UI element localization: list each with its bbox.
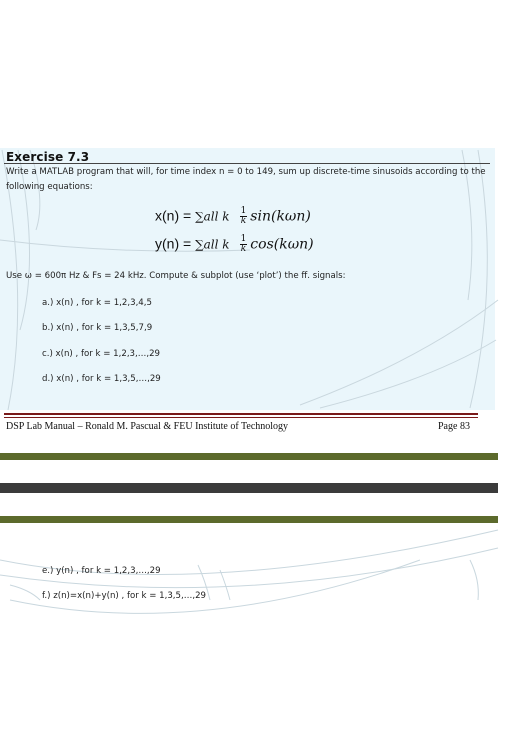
- equation-fraction: [240, 235, 248, 254]
- exercise-intro-text: Write a MATLAB program that will, for time index n = 0 to 149, sum up discrete-time sinusoids according to the following equations:: [6, 167, 486, 192]
- equation-x: [155, 207, 311, 226]
- footer-divider: [4, 413, 478, 415]
- exercise-title: Exercise 7.3: [6, 150, 90, 164]
- equation-function: cos(kωn): [250, 236, 314, 253]
- page-break-band-green: [0, 453, 498, 460]
- title-divider: [4, 163, 490, 164]
- footer-divider-thin: [4, 417, 478, 418]
- equation-fraction: [240, 207, 248, 226]
- fraction-denominator: k: [240, 216, 247, 226]
- footer-manual-credit: DSP Lab Manual – Ronald M. Pascual & FEU Institute of Technology: [6, 421, 289, 432]
- list-item: b.) x(n) , for k = 1,3,5,7,9: [42, 323, 153, 333]
- fraction-numerator: 1: [240, 234, 247, 244]
- equation-function: sin(kωn): [250, 208, 311, 225]
- list-item: a.) x(n) , for k = 1,2,3,4,5: [42, 298, 152, 308]
- list-item: f.) z(n)=x(n)+y(n) , for k = 1,3,5,…,29: [42, 591, 206, 601]
- equation-sum: ∑all k: [195, 237, 230, 252]
- equation-lhs: x(n) =: [155, 207, 196, 224]
- fraction-denominator: k: [240, 244, 247, 254]
- page-break-band-dark: [0, 483, 498, 493]
- fraction-numerator: 1: [240, 206, 247, 216]
- equation-lhs: y(n) =: [155, 235, 196, 252]
- equation-sum: ∑all k: [195, 209, 230, 224]
- footer-page-number: Page 83: [438, 421, 470, 432]
- page-break-band-green: [0, 516, 498, 523]
- equation-y: [155, 235, 314, 254]
- list-item: e.) y(n) , for k = 1,2,3,…,29: [42, 566, 161, 576]
- list-item: c.) x(n) , for k = 1,2,3,…,29: [42, 349, 161, 359]
- parameters-line: Use ω = 600π Hz & Fs = 24 kHz. Compute & subplot (use ‘plot’) the ff. signals:: [6, 271, 346, 281]
- list-item: d.) x(n) , for k = 1,3,5,…,29: [42, 374, 161, 384]
